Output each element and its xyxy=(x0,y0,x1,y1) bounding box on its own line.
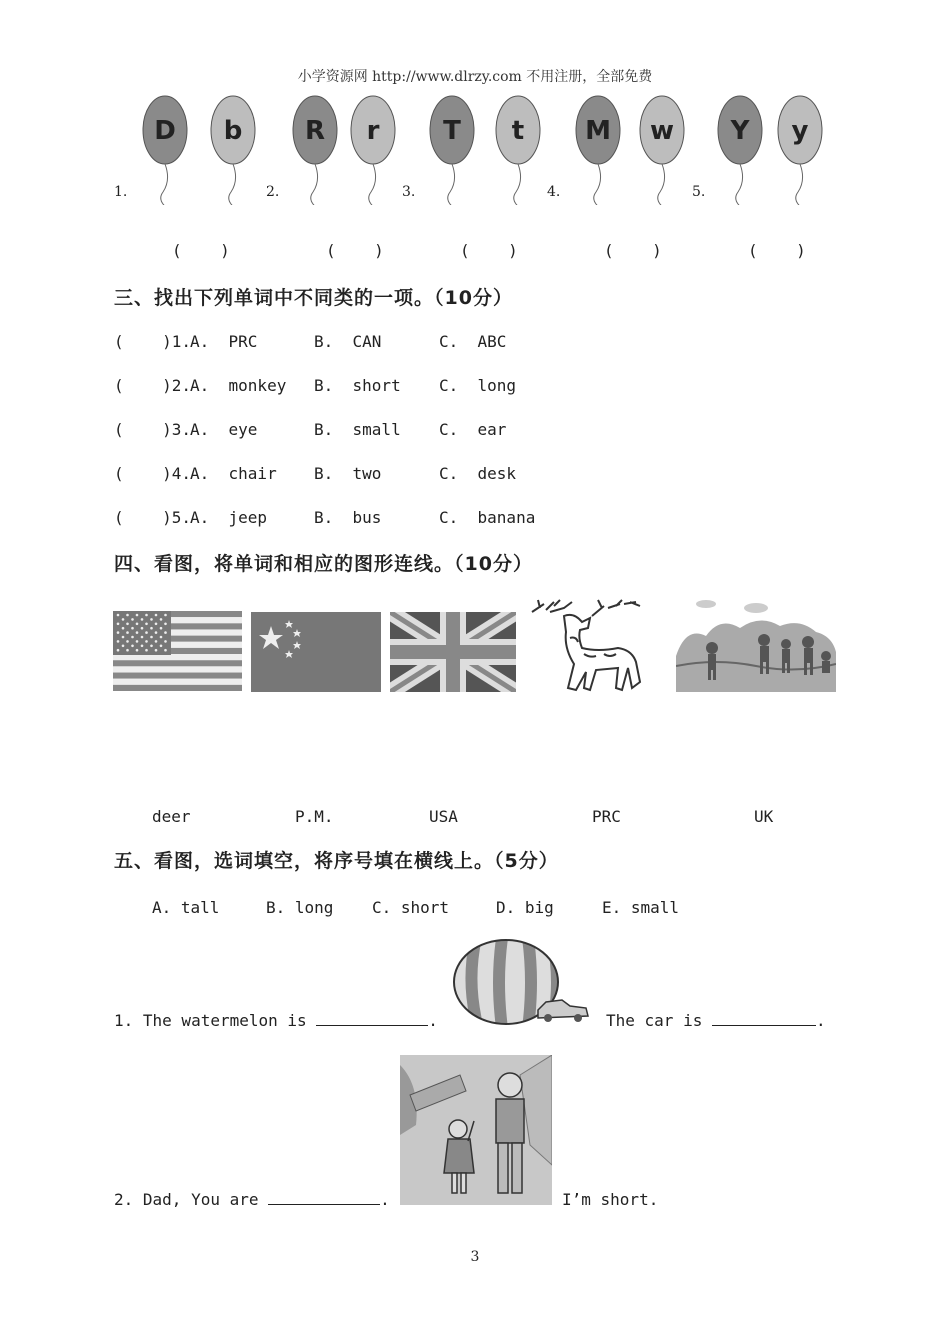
china-flag-image xyxy=(251,612,381,692)
answer-paren[interactable]: ( ) xyxy=(326,241,384,260)
answer-paren[interactable]: ( ) xyxy=(172,241,230,260)
question-number[interactable]: ( )5. xyxy=(114,508,192,527)
balloon-letter: r xyxy=(366,116,380,146)
answer-paren[interactable]: ( ) xyxy=(748,241,806,260)
dad-and-child-image xyxy=(400,1055,552,1205)
option-b: B. short xyxy=(314,376,401,395)
option-c: C. ABC xyxy=(439,332,507,351)
balloon xyxy=(778,96,822,205)
option-c: C. banana xyxy=(439,508,536,527)
balloon xyxy=(640,96,684,205)
option-c: C. long xyxy=(439,376,517,395)
option-b: B. CAN xyxy=(314,332,382,351)
page-header: 小学资源网 http://www.dlrzy.com 不用注册，全部免费 xyxy=(297,69,653,85)
balloon xyxy=(211,96,255,205)
balloon-letter: y xyxy=(791,116,809,146)
question-1-left: 1. The watermelon is . xyxy=(114,1011,438,1030)
question-number[interactable]: ( )3. xyxy=(114,420,192,439)
balloon-letter: t xyxy=(511,116,525,146)
option-c: C. ear xyxy=(439,420,507,439)
option-c: C. desk xyxy=(439,464,517,483)
answer-paren[interactable]: ( ) xyxy=(460,241,518,260)
answer-blank-2[interactable] xyxy=(268,1190,380,1205)
word-option: A. tall xyxy=(152,898,220,917)
outing-scene-image xyxy=(676,596,836,692)
page-number: 3 xyxy=(470,1249,480,1265)
question-number[interactable]: ( )1. xyxy=(114,332,192,351)
pair-number: 4. xyxy=(547,184,561,200)
balloon xyxy=(351,96,395,205)
balloons-figure xyxy=(100,90,840,205)
question-2-right: I’m short. xyxy=(562,1190,659,1209)
section-3-title: 三、找出下列单词中不同类的一项。（10分） xyxy=(114,287,513,309)
question-1-text: 1. The watermelon is xyxy=(114,1011,307,1030)
balloon xyxy=(576,96,620,205)
balloon-letter: R xyxy=(304,116,326,146)
pair-number: 1. xyxy=(114,184,128,200)
word-option: B. long xyxy=(266,898,334,917)
option-a: A. eye xyxy=(190,420,258,439)
balloon-letter: b xyxy=(223,116,243,146)
match-word[interactable]: P.M. xyxy=(295,807,334,826)
pair-number: 5. xyxy=(692,184,706,200)
question-number[interactable]: ( )2. xyxy=(114,376,192,395)
section-5-title: 五、看图，选词填空，将序号填在横线上。（5分） xyxy=(114,850,559,872)
balloon xyxy=(430,96,474,205)
balloon xyxy=(496,96,540,205)
balloon-letter: T xyxy=(443,116,461,146)
word-option: D. big xyxy=(496,898,554,917)
answer-paren[interactable]: ( ) xyxy=(604,241,662,260)
question-1-right: The car is . xyxy=(606,1011,826,1030)
balloon-letter: M xyxy=(585,116,611,146)
option-a: A. jeep xyxy=(190,508,268,527)
question-1-car-text: The car is xyxy=(606,1011,703,1030)
answer-blank-1b[interactable] xyxy=(712,1011,816,1026)
word-option: E. small xyxy=(602,898,680,917)
balloon-letter: D xyxy=(154,116,176,146)
option-b: B. small xyxy=(314,420,401,439)
question-2-left: 2. Dad, You are . xyxy=(114,1190,390,1209)
option-b: B. two xyxy=(314,464,382,483)
balloon-letter: Y xyxy=(730,116,750,146)
word-option: C. short xyxy=(372,898,450,917)
question-2-text: 2. Dad, You are xyxy=(114,1190,259,1209)
section-4-title: 四、看图，将单词和相应的图形连线。（10分） xyxy=(114,553,533,575)
option-a: A. PRC xyxy=(190,332,258,351)
pair-number: 3. xyxy=(402,184,416,200)
match-word[interactable]: USA xyxy=(429,807,458,826)
option-a: A. monkey xyxy=(190,376,287,395)
match-word[interactable]: UK xyxy=(754,807,774,826)
deer-image xyxy=(524,598,648,694)
match-word[interactable]: deer xyxy=(152,807,191,826)
pair-number: 2. xyxy=(266,184,280,200)
usa-flag-image xyxy=(113,611,242,691)
option-a: A. chair xyxy=(190,464,277,483)
uk-flag-image xyxy=(390,612,516,692)
balloon-letter: w xyxy=(649,116,675,146)
balloon xyxy=(718,96,762,205)
balloon xyxy=(293,96,337,205)
option-b: B. bus xyxy=(314,508,382,527)
answer-blank-1a[interactable] xyxy=(316,1011,428,1026)
question-number[interactable]: ( )4. xyxy=(114,464,192,483)
match-word[interactable]: PRC xyxy=(592,807,621,826)
balloon xyxy=(143,96,187,205)
watermelon-car-image xyxy=(450,938,595,1028)
